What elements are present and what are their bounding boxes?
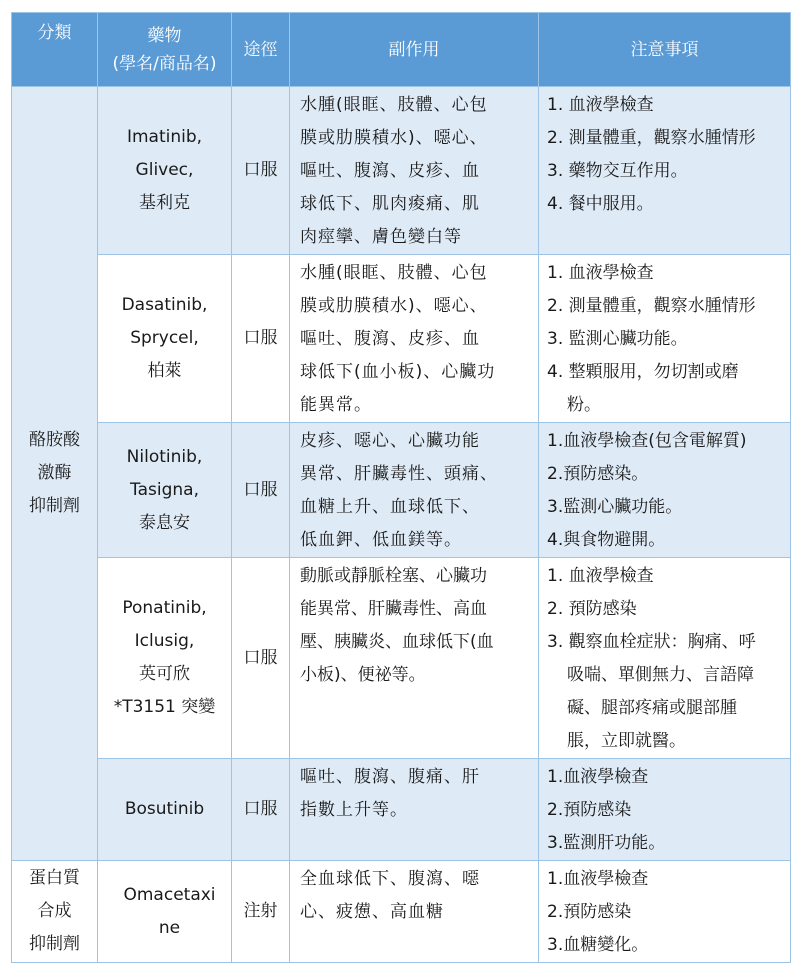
- route-cell: 口服: [232, 87, 290, 255]
- side-effect-line: 膜或肋膜積水)、噁心、: [300, 128, 488, 148]
- side-effect-line: 膜或肋膜積水)、噁心、: [300, 296, 488, 316]
- drug-name-line: 英可欣: [139, 664, 190, 684]
- side-effects-cell: [290, 558, 539, 759]
- note-line: 1. 血液學檢查: [547, 263, 654, 283]
- drug-name-line: Omacetaxi: [123, 884, 216, 905]
- side-effect-line: 水腫(眼眶、肢體、心包: [300, 263, 488, 283]
- side-effect-line: 嘔吐、腹瀉、腹痛、肝: [300, 767, 480, 787]
- header-category: 分類: [12, 13, 98, 87]
- header-drug-line2: (學名/商品名): [112, 53, 217, 74]
- note-line: 4. 餐中服用。: [547, 194, 654, 214]
- drug-cell: [98, 558, 232, 759]
- side-effect-line: 指數上升等。: [300, 800, 408, 820]
- drug-name-line: 柏萊: [147, 361, 182, 381]
- note-line: 3. 藥物交互作用。: [547, 161, 688, 181]
- table-row: [12, 759, 791, 861]
- table-row: [12, 255, 791, 423]
- drug-name-line: Imatinib,: [126, 127, 203, 147]
- route-cell: 口服: [232, 423, 290, 558]
- side-effect-line: 動脈或靜脈栓塞、心臟功: [300, 566, 487, 586]
- route-cell: 口服: [232, 255, 290, 423]
- note-line: 吸喘、單側無力、言語障: [567, 665, 754, 685]
- route-cell: 注射: [232, 861, 290, 963]
- drug-name-line: Dasatinib,: [121, 295, 208, 315]
- notes-cell: [539, 255, 791, 423]
- drug-cell: [98, 759, 232, 861]
- header-drug-line1: 藥物: [147, 25, 182, 46]
- side-effect-line: 皮疹、噁心、心臟功能: [300, 431, 480, 451]
- side-effect-line: 全血球低下、腹瀉、噁: [300, 869, 480, 889]
- side-effects-cell: [290, 861, 539, 963]
- drug-name-line: Sprycel,: [130, 328, 199, 348]
- table-row: [12, 861, 791, 963]
- side-effects-cell: [290, 87, 539, 255]
- drug-name-line: ne: [158, 917, 181, 938]
- side-effect-line: 水腫(眼眶、肢體、心包: [300, 95, 488, 115]
- drug-cell: [98, 255, 232, 423]
- category-line: 蛋白質: [29, 868, 80, 888]
- category-line: 酪胺酸: [29, 430, 80, 450]
- drug-name-line: 基利克: [139, 193, 190, 213]
- route-cell: 口服: [232, 558, 290, 759]
- note-line: 3.監測肝功能。: [547, 833, 666, 853]
- side-effect-line: 球低下、肌肉痠痛、肌: [300, 194, 480, 214]
- note-line: 1.血液學檢查: [547, 767, 649, 787]
- side-effect-line: 能異常。: [300, 395, 372, 415]
- note-line: 4. 整顆服用，勿切割或磨: [547, 362, 739, 382]
- header-route: 途徑: [232, 13, 290, 87]
- drug-name-line: Nilotinib,: [126, 446, 203, 467]
- side-effect-line: 嘔吐、腹瀉、皮疹、血: [300, 329, 480, 349]
- side-effects-cell: [290, 423, 539, 558]
- side-effect-line: 能異常、肝臟毒性、高血: [300, 599, 487, 619]
- drug-table: [11, 12, 791, 963]
- note-line: 1.血液學檢查: [547, 869, 649, 889]
- table-row: [12, 423, 791, 558]
- note-line: 2.預防感染。: [547, 464, 649, 484]
- side-effect-line: 嘔吐、腹瀉、皮疹、血: [300, 161, 480, 181]
- category-line: 合成: [37, 901, 72, 921]
- side-effect-line: 小板)、便祕等。: [300, 665, 426, 685]
- table-header-row: [12, 13, 791, 87]
- notes-cell: [539, 759, 791, 861]
- drug-cell: [98, 423, 232, 558]
- side-effect-line: 肉痙攣、膚色變白等: [300, 227, 462, 247]
- note-line: 2. 預防感染: [547, 599, 637, 619]
- note-line: 粉。: [567, 395, 601, 415]
- note-line: 3. 觀察血栓症狀：胸痛、呼: [547, 632, 756, 652]
- note-line: 3.監測心臟功能。: [547, 497, 683, 517]
- note-line: 2.預防感染: [547, 800, 632, 820]
- side-effects-cell: [290, 255, 539, 423]
- side-effect-line: 異常、肝臟毒性、頭痛、: [300, 464, 498, 484]
- note-line: 3. 監測心臟功能。: [547, 329, 688, 349]
- notes-cell: [539, 423, 791, 558]
- table-row: [12, 558, 791, 759]
- note-line: 1. 血液學檢查: [547, 95, 654, 115]
- category-line: 抑制劑: [29, 934, 80, 954]
- side-effect-line: 心、疲憊、高血糖: [300, 902, 444, 922]
- side-effect-line: 血糖上升、血球低下、: [300, 497, 480, 517]
- drug-name-line: Iclusig,: [134, 631, 195, 651]
- drug-name-line: 泰息安: [139, 512, 190, 533]
- side-effect-line: 低血鉀、低血鎂等。: [300, 530, 462, 550]
- side-effects-cell: [290, 759, 539, 861]
- note-line: 2. 測量體重，觀察水腫情形: [547, 128, 756, 148]
- note-line: 3.血糖變化。: [547, 935, 649, 955]
- notes-cell: [539, 861, 791, 963]
- category-line: 激酶: [37, 463, 72, 483]
- drug-cell: [98, 861, 232, 963]
- notes-cell: [539, 87, 791, 255]
- drug-name-line: Glivec,: [135, 160, 194, 180]
- note-line: 脹，立即就醫。: [567, 731, 686, 751]
- table-row: [12, 87, 791, 255]
- route-cell: 口服: [232, 759, 290, 861]
- drug-name-line: Tasigna,: [130, 479, 199, 500]
- header-drug: [98, 13, 232, 87]
- drug-name-line: Bosutinib: [124, 799, 205, 819]
- drug-name-line: Ponatinib,: [122, 598, 207, 618]
- header-notes: 注意事項: [539, 13, 791, 87]
- header-side-effects: 副作用: [290, 13, 539, 87]
- note-line: 1. 血液學檢查: [547, 566, 654, 586]
- side-effect-line: 壓、胰臟炎、血球低下(血: [300, 632, 494, 652]
- drug-name-line: *T3151 突變: [113, 697, 216, 717]
- category-cell-psi: [12, 861, 98, 963]
- notes-cell: [539, 558, 791, 759]
- drug-cell: [98, 87, 232, 255]
- side-effect-line: 球低下(血小板)、心臟功: [300, 362, 496, 382]
- category-line: 抑制劑: [29, 496, 80, 516]
- note-line: 2.預防感染: [547, 902, 632, 922]
- category-cell-tki: [12, 87, 98, 861]
- note-line: 2. 測量體重，觀察水腫情形: [547, 296, 756, 316]
- note-line: 4.與食物避開。: [547, 530, 666, 550]
- note-line: 1.血液學檢查(包含電解質): [547, 431, 747, 451]
- note-line: 礙、腿部疼痛或腿部腫: [567, 698, 737, 718]
